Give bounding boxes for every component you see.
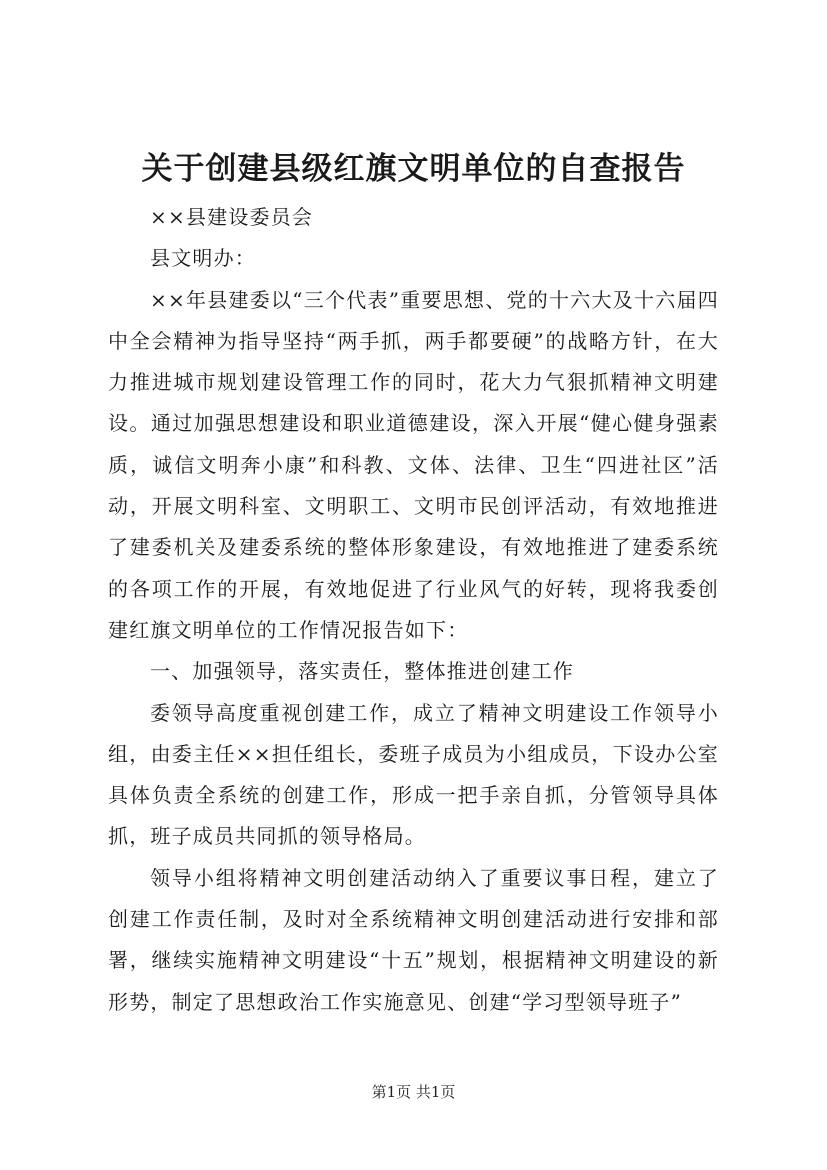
paragraph-leadership: 委领导高度重视创建工作，成立了精神文明建设工作领导小组，由委主任××担任组长，委班子成员为小组成员，下设办公室具体负责全系统的创建工作，形成一把手亲自抓，分管领导具体抓，班子成员共同抓的领导格局。 [108,700,719,849]
paragraph-responsibility: 领导小组将精神文明创建活动纳入了重要议事日程，建立了创建工作责任制，及时对全系统精神文明创建活动进行安排和部署，继续实施精神文明建设“十五”规划，根据精神文明建设的新形势，制定了思想政治工作实施意见、创建“学习型领导班子” [108,865,719,1014]
author-line: ××县建设委员会 [150,205,314,229]
document-body [108,197,719,1023]
salutation-line: 县文明办： [150,246,256,271]
paragraph-intro: ××年县建委以“三个代表”重要思想、党的十六大及十六届四中全会精神为指导坚持“两手抓，两手都要硬”的战略方针，在大力推进城市规划建设管理工作的同时，花大力气狠抓精神文明建设。通过加强思想建设和职业道德建设，深入开展“健心健身强素质，诚信文明奔小康”和科教、文体、法律、卫生“四进社区”活动，开展文明科室、文明职工、文明市民创评活动，有效地推进了建委机关及建委系统的整体形象建设，有效地推进了建委系统的各项工作的开展，有效地促进了行业风气的好转，现将我委创建红旗文明单位的工作情况报告如下： [108,287,719,642]
section-heading: 一、加强领导，落实责任，整体推进创建工作 [150,659,574,684]
document-title: 关于创建县级红旗文明单位的自查报告 [141,151,686,187]
page-number-footer: 第1页 共1页 [371,1083,456,1101]
